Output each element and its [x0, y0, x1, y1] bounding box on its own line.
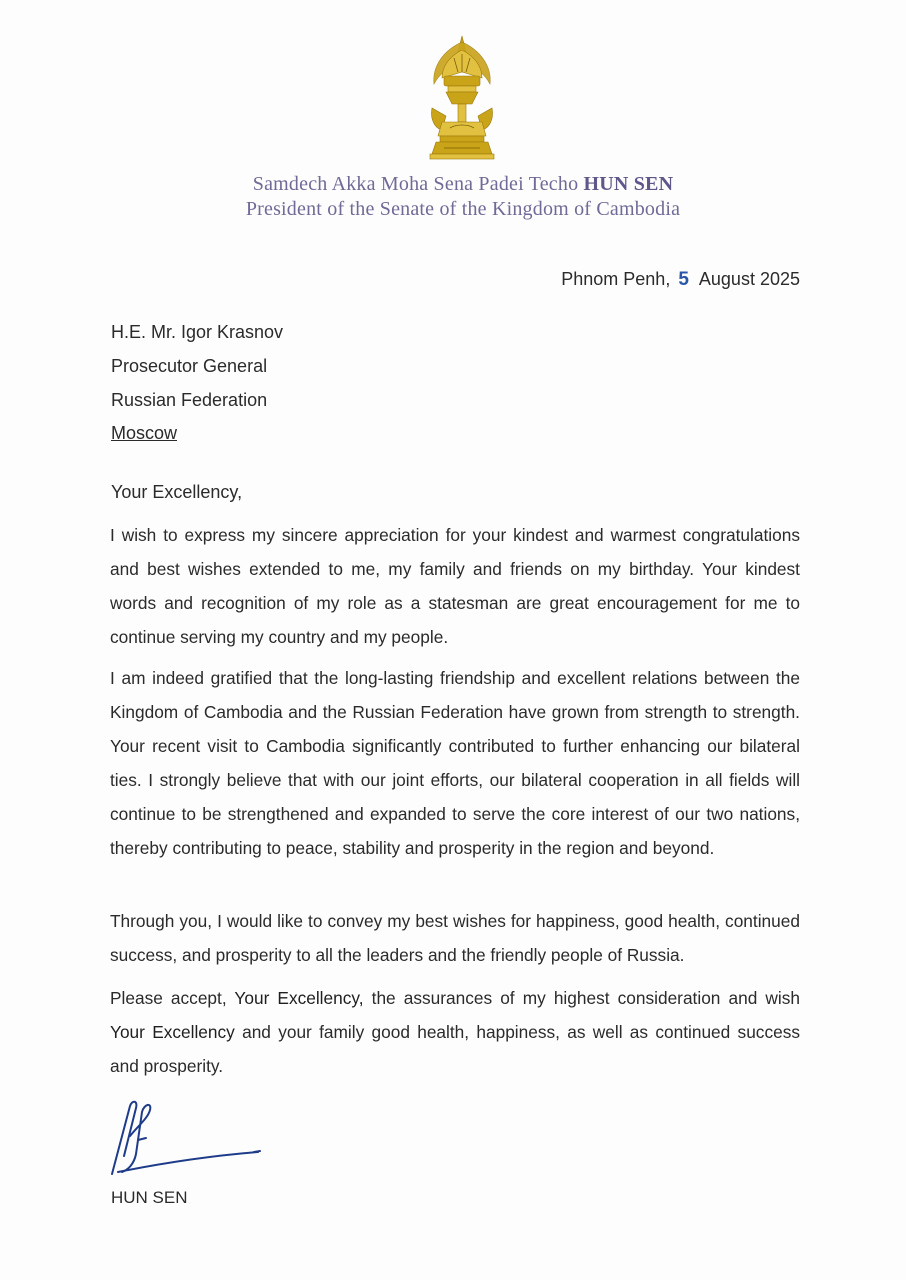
letterhead-subtitle: President of the Senate of the Kingdom of Cambodia — [245, 198, 681, 220]
recipient-name: H.E. Mr. Igor Krasnov — [111, 322, 284, 342]
p4-part-d: Your Excellency — [110, 1022, 235, 1042]
letterhead-honorific: Samdech Akka Moha Sena Padei Techo — [252, 173, 579, 195]
letter-date — [561, 269, 800, 291]
handwritten-signature-icon — [108, 1096, 268, 1181]
letterhead-name: HUN SEN — [583, 173, 674, 195]
p4-part-b: Your Excellency, — [234, 988, 364, 1008]
royal-crest-icon — [420, 32, 504, 166]
paragraph-3 — [110, 904, 800, 972]
paragraph-2 — [110, 661, 800, 865]
p4-part-a: Please accept, — [110, 988, 227, 1008]
letterhead-title — [10, 173, 906, 196]
p4-part-e: and your family good health, happiness, as well as continued success and prosperity. — [110, 1022, 800, 1076]
date-day: 5 — [678, 269, 689, 290]
date-month-year: August 2025 — [698, 269, 800, 289]
salutation: Your Excellency, — [111, 482, 243, 502]
paragraph-2-text: I am indeed gratified that the long-lasting friendship and excellent relations between the Kingdom of Cambodia and the Russian Federation have grown from strength to strength. Your recent visit to Cambodia significantly contributed to further enhancing our bilateral ties. I strongly believe that with our joint efforts, our bilateral cooperation in all fields will continue to be strengthened and expanded to serve the core interest of our two nations, thereby contributing to peace, stability and prosperity in the region and beyond. — [110, 668, 800, 858]
recipient-country: Russian Federation — [111, 390, 268, 410]
paragraph-3-text: Through you, I would like to convey my best wishes for happiness, good health, continued success, and prosperity to all the leaders and the friendly people of Russia. — [110, 911, 800, 965]
paragraph-1-text: I wish to express my sincere appreciation for your kindest and warmest congratulations and best wishes extended to me, my family and friends on my birthday. Your kindest words and recognition of my role as a statesman are great encouragement for me to continue serving my country and my people. — [110, 525, 800, 647]
p4-part-c: the assurances of my highest consideration and wish — [371, 988, 800, 1008]
date-place: Phnom Penh, — [561, 269, 671, 289]
paragraph-4-text — [110, 981, 800, 1083]
signatory-name: HUN SEN — [111, 1188, 188, 1207]
recipient-city: Moscow — [111, 423, 178, 443]
paragraph-4 — [110, 981, 800, 1083]
paragraph-1 — [110, 518, 800, 654]
recipient-title: Prosecutor General — [111, 356, 268, 376]
